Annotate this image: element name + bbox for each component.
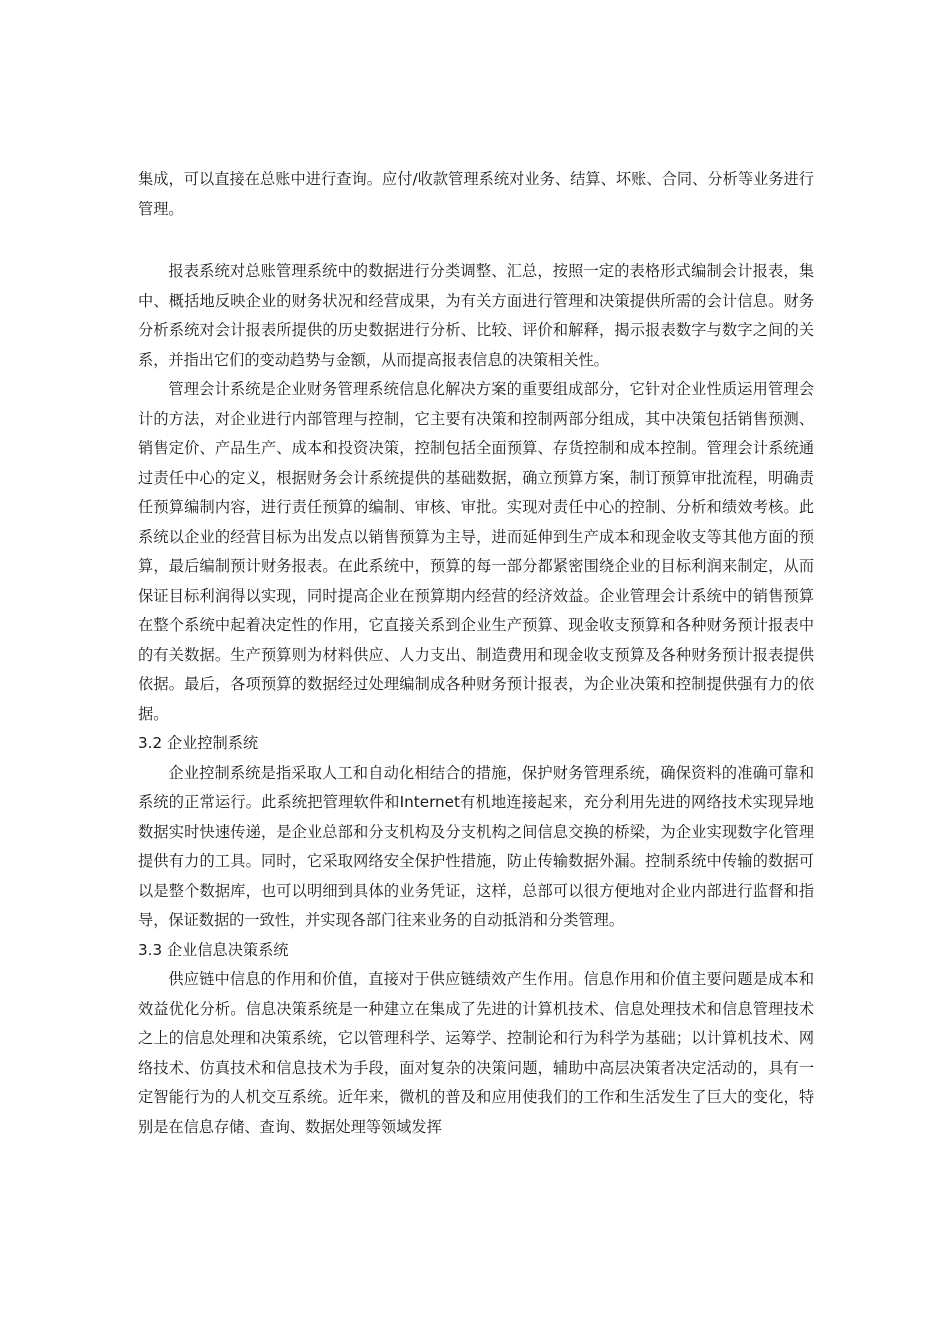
- paragraph-management-accounting: 管理会计系统是企业财务管理系统信息化解决方案的重要组成部分，它针对企业性质运用管理会计的方法，对企业进行内部管理与控制，它主要有决策和控制两部分组成，其中决策包括销售预测、销售定价、产品生产、成本和投资决策，控制包括全面预算、存货控制和成本控制。管理会计系统通过责任中心的定义，根据财务会计系统提供的基础数据，确立预算方案，制订预算审批流程，明确责任预算编制内容，进行责任预算的编制、审核、审批。实现对责任中心的控制、分析和绩效考核。此系统以企业的经营目标为出发点以销售预算为主导，进而延伸到生产成本和现金收支等其他方面的预算，最后编制预计财务报表。在此系统中，预算的每一部分都紧密围绕企业的目标利润来制定，从而保证目标利润得以实现，同时提高企业在预算期内经营的经济效益。企业管理会计系统中的销售预算在整个系统中起着决定性的作用，它直接关系到企业生产预算、现金收支预算和各种财务预计报表中的有关数据。生产预算则为材料供应、人力支出、制造费用和现金收支预算及各种财务预计报表提供依据。最后，各项预算的数据经过处理编制成各种财务预计报表，为企业决策和控制提供强有力的依据。: [138, 380, 814, 723]
- paragraph-spacer: [138, 224, 814, 257]
- document-page: [138, 165, 814, 1142]
- section-heading-3-2: 3.2 企业控制系统: [138, 734, 259, 752]
- section-heading-3-3: 3.3 企业信息决策系统: [138, 940, 289, 959]
- paragraph-report-system: 报表系统对总账管理系统中的数据进行分类调整、汇总，按照一定的表格形式编制会计报表，集中、概括地反映企业的财务状况和经营成果，为有关方面进行管理和决策提供所需的会计信息。财务分析系统对会计报表所提供的历史数据进行分析、比较、评价和解释，揭示报表数字与数字之间的关系，并指出它们的变动趋势与金额，从而提高报表信息的决策相关性。: [138, 262, 814, 369]
- paragraph-decision-system: 供应链中信息的作用和价值，直接对于供应链绩效产生作用。信息作用和价值主要问题是成本和效益优化分析。信息决策系统是一种建立在集成了先进的计算机技术、信息处理技术和信息管理技术之上的信息处理和决策系统，它以管理科学、运筹学、控制论和行为科学为基础；以计算机技术、网络技术、仿真技术和信息技术为手段，面对复杂的决策问题，辅助中高层决策者决定活动的，具有一定智能行为的人机交互系统。近年来，微机的普及和应用使我们的工作和生活发生了巨大的变化，特别是在信息存储、查询、数据处理等领域发挥: [138, 970, 814, 1136]
- paragraph-control-system: 企业控制系统是指采取人工和自动化相结合的措施，保护财务管理系统，确保资料的准确可靠和系统的正常运行。此系统把管理软件和Internet有机地连接起来，充分利用先进的网络技术实现异地数据实时快速传递，是企业总部和分支机构及分支机构之间信息交换的桥梁，为企业实现数字化管理提供有力的工具。同时，它采取网络安全保护性措施，防止传输数据外漏。控制系统中传输的数据可以是整个数据库，也可以明细到具体的业务凭证，这样，总部可以很方便地对企业内部进行监督和指导，保证数据的一致性，并实现各部门往来业务的自动抵消和分类管理。: [138, 763, 814, 929]
- paragraph-ledger-query: 集成，可以直接在总账中进行查询。应付/收款管理系统对业务、结算、坏账、合同、分析等业务进行管理。: [138, 170, 814, 218]
